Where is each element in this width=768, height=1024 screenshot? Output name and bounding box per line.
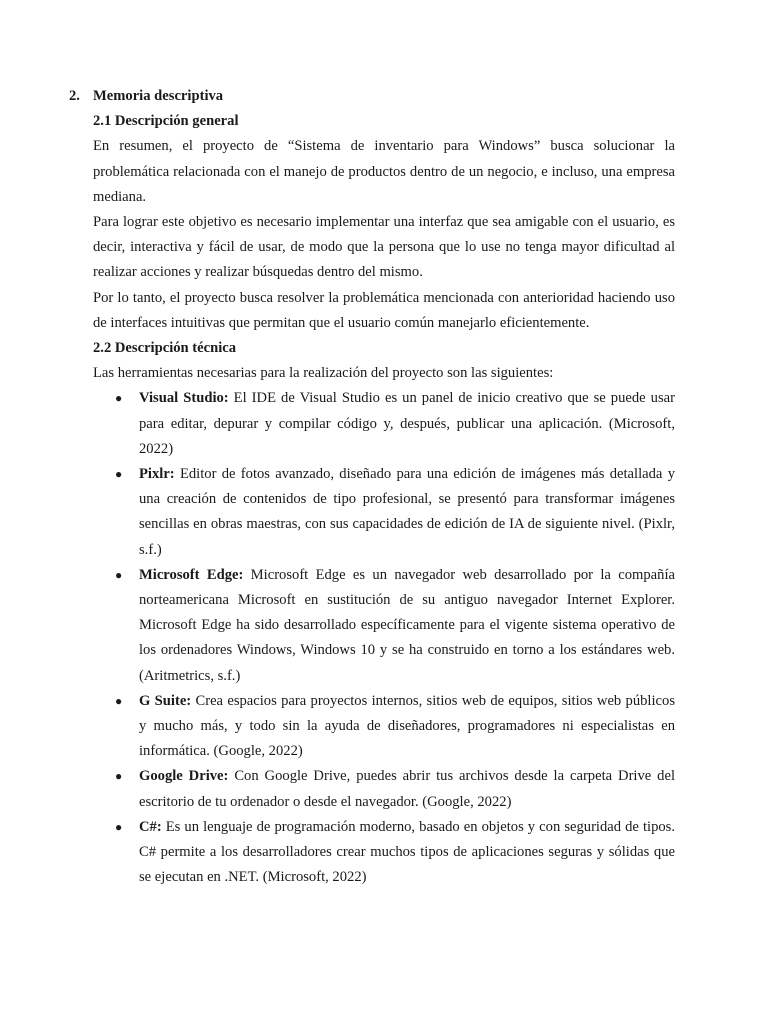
tool-name: G Suite: — [139, 692, 192, 709]
bullet-icon: ● — [115, 567, 123, 582]
tool-item-csharp — [93, 815, 675, 891]
bullet-icon: ● — [115, 467, 123, 482]
tool-description: Editor de fotos avanzado, diseñado para una edición de imágenes más detallada y una creación de contenidos de tipo profesional, se presentó para transformar imágenes sencillas en obras maestras, con sus capacidades de edición de IA de siguiente nivel. (Pixlr, s.f.) — [139, 466, 675, 558]
tool-description: Microsoft Edge es un navegador web desarrollado por la compañía norteamericana Microsoft en sustitución de su antiguo navegador Internet Explorer. Microsoft Edge ha sido desarrollado específicamente para el vigente sistema operativo de los ordenadores Windows, Windows 10 y se ha construido en torno a los estándares web. (Aritmetrics, s.f.) — [139, 566, 675, 684]
bullet-icon: ● — [115, 769, 123, 784]
subheading-general: 2.1 Descripción general — [93, 113, 239, 130]
section-heading — [69, 84, 675, 109]
general-paragraph-2: Para lograr este objetivo es necesario implementar una interfaz que sea amigable con el usuario, es decir, interactiva y fácil de usar, de modo que la persona que lo use no tenga mayor dificultad al realizar acciones y realizar búsquedas dentro del mismo. — [93, 214, 675, 281]
bullet-icon: ● — [115, 391, 123, 406]
tool-name: C#: — [139, 818, 162, 835]
tool-item-microsoft-edge — [93, 563, 675, 689]
tool-description: Con Google Drive, puedes abrir tus archivos desde la carpeta Drive del escritorio de tu ordenador o desde el navegador. (Google, 2022) — [139, 768, 675, 810]
tool-item-pixlr — [93, 462, 675, 563]
tool-name: Google Drive: — [139, 768, 229, 785]
bullet-icon: ● — [115, 693, 123, 708]
section-title: Memoria descriptiva — [93, 88, 224, 104]
section-number: 2. — [69, 88, 80, 104]
tools-list — [93, 386, 675, 890]
tool-item-visual-studio — [93, 386, 675, 462]
tool-name: Visual Studio: — [139, 390, 229, 407]
document-body — [69, 84, 675, 891]
subheading-technical: 2.2 Descripción técnica — [93, 340, 237, 357]
tool-description: Crea espacios para proyectos internos, sitios web de equipos, sitios web públicos y mucho más, y todo sin la ayuda de diseñadores, programadores ni especialistas en informática. (Google, 2022) — [139, 692, 675, 760]
technical-intro: Las herramientas necesarias para la realización del proyecto son las siguientes: — [93, 365, 554, 382]
bullet-icon: ● — [115, 819, 123, 834]
tool-item-google-drive — [93, 764, 675, 814]
tool-name: Microsoft Edge: — [139, 566, 244, 583]
general-paragraph-1: En resumen, el proyecto de “Sistema de inventario para Windows” busca solucionar la problemática relacionada con el manejo de productos dentro de un negocio, e incluso, una empresa mediana. — [93, 138, 675, 205]
tool-name: Pixlr: — [139, 466, 175, 483]
tool-description: El IDE de Visual Studio es un panel de inicio creativo que se puede usar para editar, depurar y compilar código y, después, publicar una aplicación. (Microsoft, 2022) — [139, 390, 675, 457]
tool-description: Es un lenguaje de programación moderno, basado en objetos y con seguridad de tipos. C# permite a los desarrolladores crear muchos tipos de aplicaciones seguras y sólidas que se ejecutan en .NET. (Microsoft, 2022) — [139, 818, 675, 886]
tool-item-g-suite — [93, 689, 675, 765]
general-paragraph-3: Por lo tanto, el proyecto busca resolver la problemática mencionada con anterioridad haciendo uso de interfaces intuitivas que permitan que el usuario común manejarlo eficientemente. — [93, 289, 675, 331]
